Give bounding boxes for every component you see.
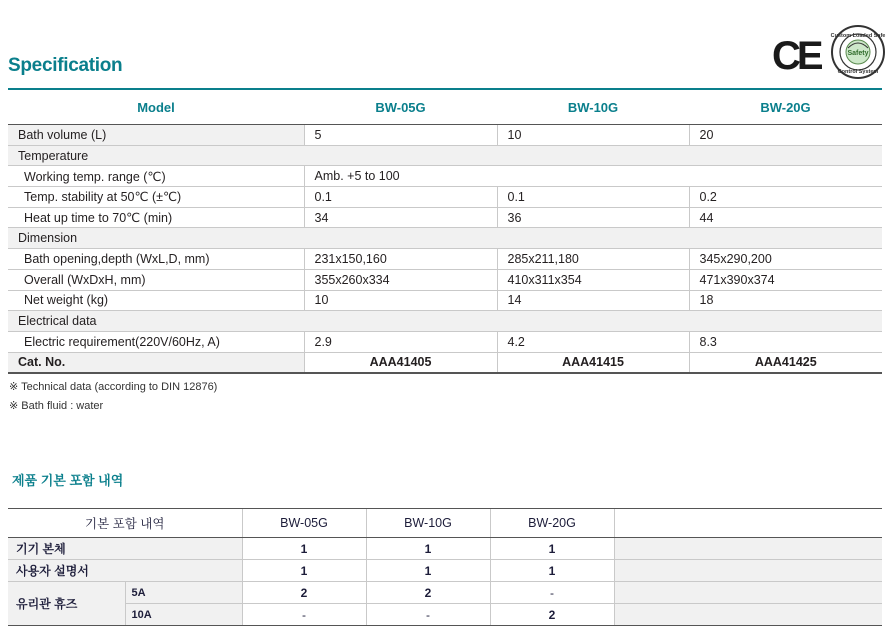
cell-value: 1 [242, 560, 366, 582]
empty-cell [614, 604, 882, 626]
row-label: Net weight (kg) [8, 290, 304, 311]
sub-row-label: 10A [125, 604, 242, 626]
cell-value: 0.1 [497, 187, 689, 208]
section-row [8, 228, 882, 249]
row-label: Heat up time to 70℃ (min) [8, 207, 304, 228]
cell-value: 10 [304, 290, 497, 311]
section-label: Dimension [8, 228, 882, 249]
empty-header [614, 509, 882, 538]
cell-value: 1 [490, 560, 614, 582]
cell-value: 0.1 [304, 187, 497, 208]
table-row [8, 269, 882, 290]
spec-header-row [8, 89, 882, 125]
included-items-table [8, 508, 882, 626]
cell-value: 2 [490, 604, 614, 626]
cell-value: 231x150,160 [304, 249, 497, 270]
inc-model-bw10g-header: BW-10G [366, 509, 490, 538]
table-row [8, 207, 882, 228]
section-row [8, 311, 882, 332]
row-label: Overall (WxDxH, mm) [8, 269, 304, 290]
table-row [8, 187, 882, 208]
specification-table [8, 88, 882, 374]
table-row [8, 560, 882, 582]
row-label: Bath volume (L) [8, 125, 304, 146]
row-label: Bath opening,depth (WxL,D, mm) [8, 249, 304, 270]
cell-value: - [242, 604, 366, 626]
included-items-header: 기본 포함 내역 [8, 509, 242, 538]
cell-value: 34 [304, 207, 497, 228]
sub-row-label: 5A [125, 582, 242, 604]
table-row [8, 538, 882, 560]
model-header: Model [8, 89, 304, 125]
seal-bottom-text: Control System [837, 69, 879, 75]
table-row [8, 290, 882, 311]
cell-value: 5 [304, 125, 497, 146]
cell-value: 355x260x334 [304, 269, 497, 290]
cell-value: 285x211,180 [497, 249, 689, 270]
cell-value: 410x311x354 [497, 269, 689, 290]
cell-value: Amb. +5 to 100 [304, 166, 882, 187]
cell-value: 345x290,200 [689, 249, 882, 270]
page-title: Specification [8, 55, 123, 76]
cell-value: 471x390x374 [689, 269, 882, 290]
cell-value: 14 [497, 290, 689, 311]
cell-value: 18 [689, 290, 882, 311]
cell-value: 1 [490, 538, 614, 560]
cell-value: 2.9 [304, 331, 497, 352]
seal-top-text: Custom Loaded Safe [830, 33, 886, 39]
section-label: Temperature [8, 145, 882, 166]
cell-value: 10 [497, 125, 689, 146]
empty-cell [614, 538, 882, 560]
cat-no-value: AAA41425 [689, 352, 882, 373]
table-row [8, 331, 882, 352]
cell-value: 20 [689, 125, 882, 146]
cell-value: 1 [366, 538, 490, 560]
cat-no-value: AAA41405 [304, 352, 497, 373]
inc-model-bw20g-header: BW-20G [490, 509, 614, 538]
table-row [8, 582, 882, 604]
row-label: 유리관 휴즈 [8, 582, 125, 626]
model-bw05g-header: BW-05G [304, 89, 497, 125]
model-bw20g-header: BW-20G [689, 89, 882, 125]
cell-value: 1 [366, 560, 490, 582]
table-row [8, 125, 882, 146]
certification-logos [770, 24, 887, 80]
row-label: 기기 본체 [8, 538, 242, 560]
spec-notes [9, 378, 217, 416]
cell-value: - [490, 582, 614, 604]
model-bw10g-header: BW-10G [497, 89, 689, 125]
cell-value: 4.2 [497, 331, 689, 352]
cell-value: 44 [689, 207, 882, 228]
row-label: Electric requirement(220V/60Hz, A) [8, 331, 304, 352]
note-technical-data: ※ Technical data (according to DIN 12876) [9, 381, 218, 393]
cell-value: 0.2 [689, 187, 882, 208]
seal-center-text: Safety [847, 50, 869, 57]
empty-cell [614, 582, 882, 604]
row-label: Working temp. range (℃) [8, 166, 304, 187]
row-label: 사용자 설명서 [8, 560, 242, 582]
row-label: Cat. No. [8, 352, 304, 373]
cell-value: 36 [497, 207, 689, 228]
row-label: Temp. stability at 50℃ (±℃) [8, 187, 304, 208]
cell-value: 8.3 [689, 331, 882, 352]
section-row [8, 145, 882, 166]
included-header-row [8, 509, 882, 538]
section-label: Electrical data [8, 311, 882, 332]
included-section-title: 제품 기본 포함 내역 [12, 473, 124, 488]
cell-value: 2 [242, 582, 366, 604]
table-row [8, 166, 882, 187]
ce-mark-logo: CE [772, 34, 820, 78]
cell-value: 1 [242, 538, 366, 560]
safety-seal-icon [830, 24, 886, 80]
inc-model-bw05g-header: BW-05G [242, 509, 366, 538]
note-bath-fluid: ※ Bath fluid : water [9, 400, 104, 412]
cell-value: - [366, 604, 490, 626]
table-row [8, 249, 882, 270]
cat-no-row [8, 352, 882, 373]
table-row [8, 604, 882, 626]
cat-no-value: AAA41415 [497, 352, 689, 373]
empty-cell [614, 560, 882, 582]
cell-value: 2 [366, 582, 490, 604]
